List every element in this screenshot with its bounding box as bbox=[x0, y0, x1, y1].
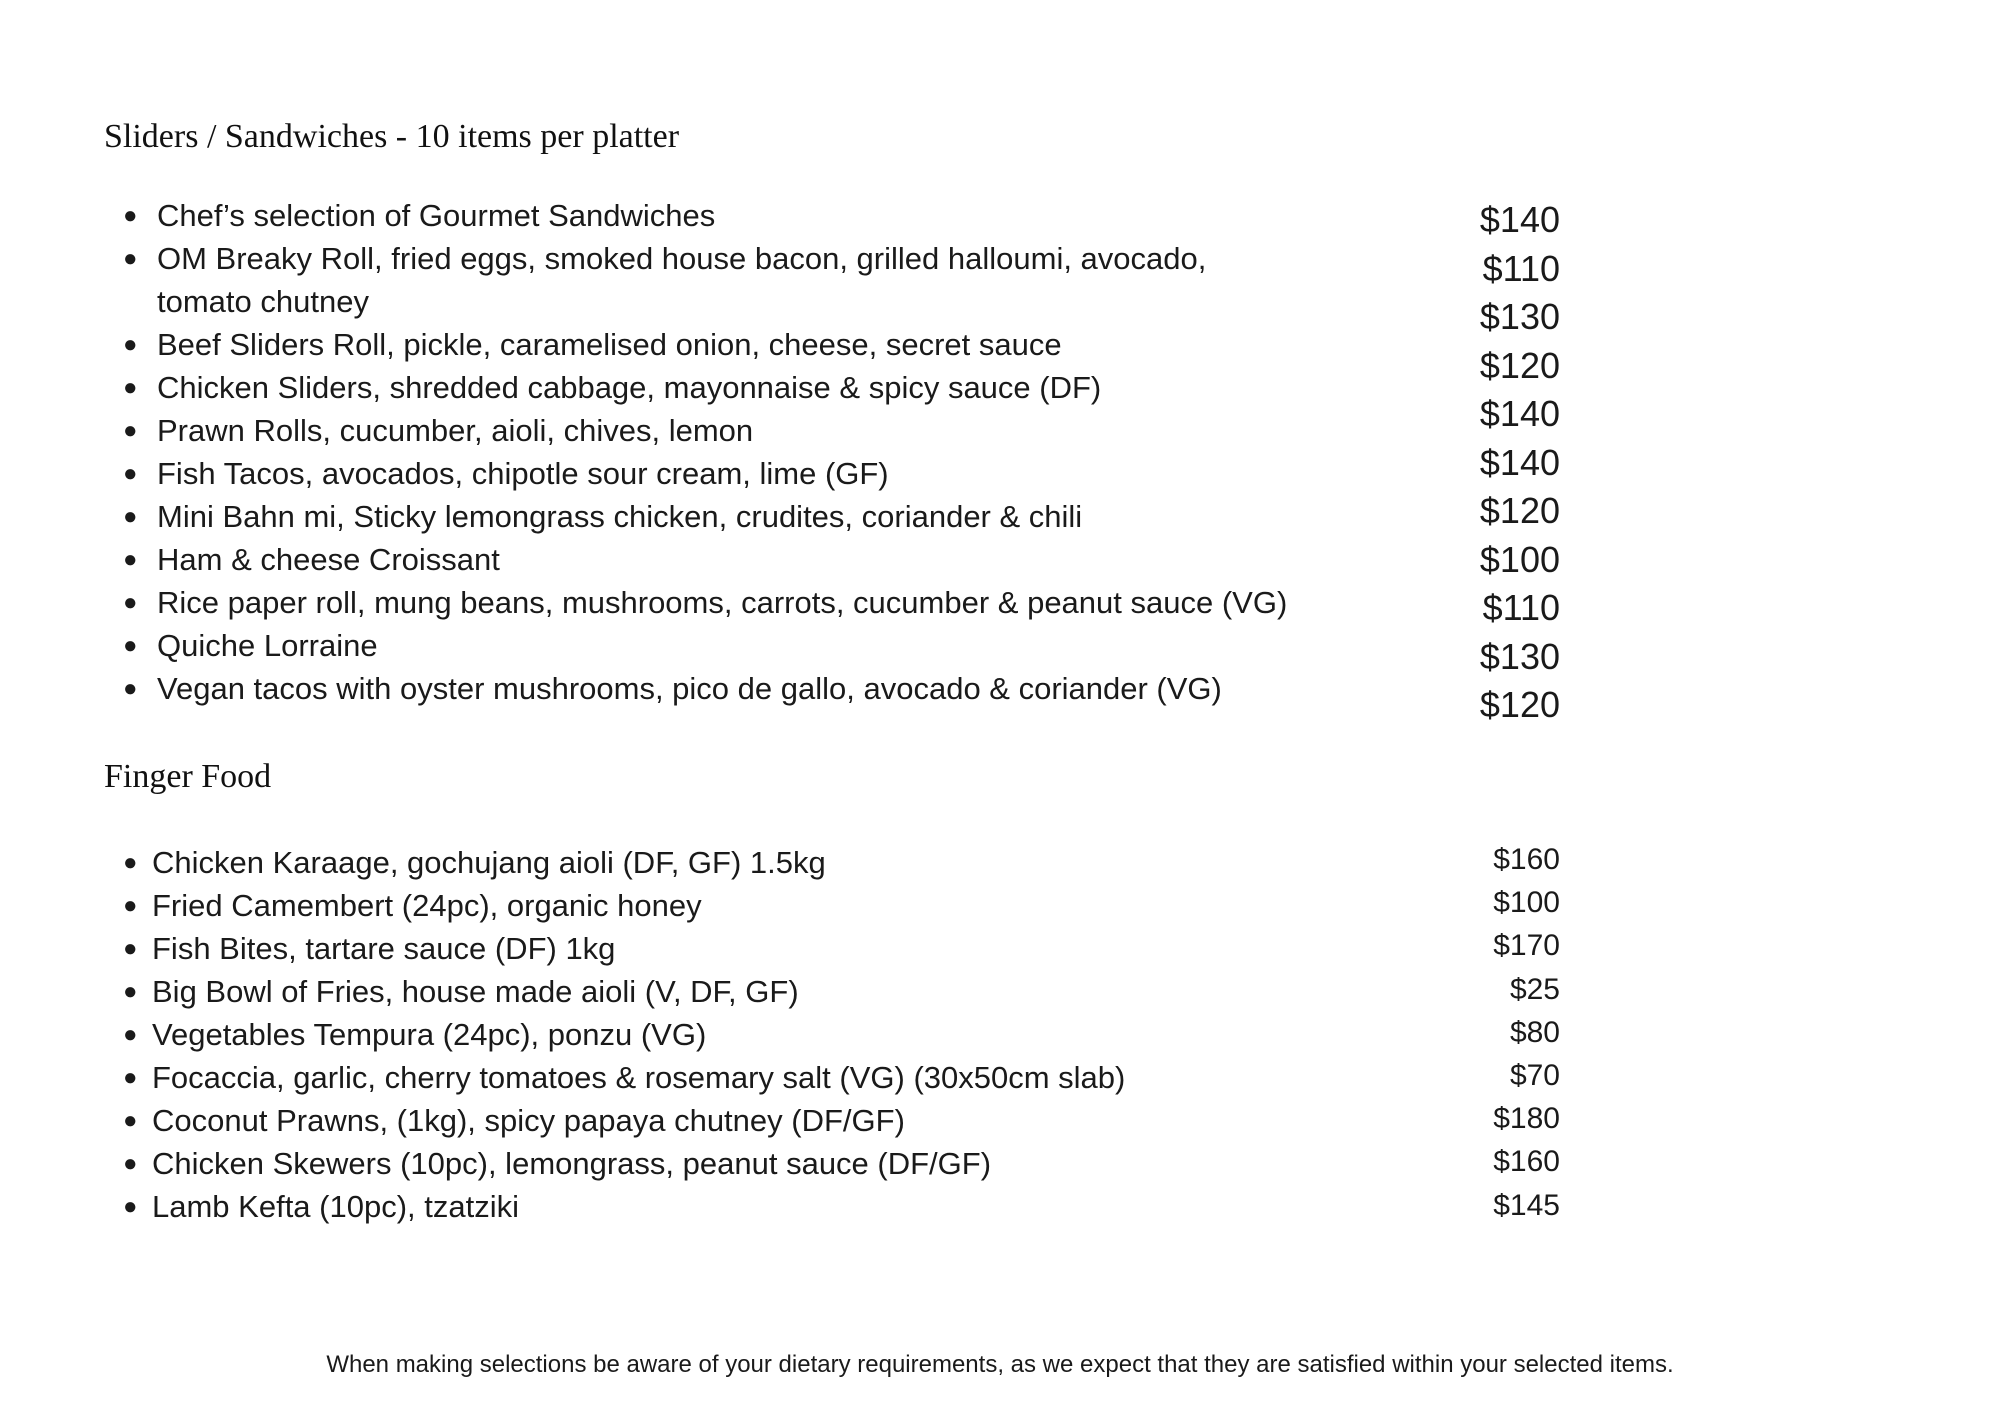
bullet-icon: ● bbox=[123, 1150, 138, 1177]
list-item bbox=[123, 538, 1287, 581]
price: $160 bbox=[1493, 1145, 1560, 1179]
item-text: Chicken Skewers (10pc), lemongrass, peanut sauce (DF/GF) bbox=[152, 1146, 992, 1181]
price: $140 bbox=[1479, 441, 1560, 483]
bullet-icon: ● bbox=[123, 331, 138, 358]
list-item bbox=[123, 841, 1125, 884]
bullet-icon: ● bbox=[123, 1107, 138, 1134]
bullet-icon: ● bbox=[123, 935, 138, 962]
list-item bbox=[123, 927, 1125, 970]
price: $25 bbox=[1509, 972, 1560, 1006]
price: $160 bbox=[1493, 843, 1560, 876]
list-item bbox=[123, 495, 1287, 538]
list-item bbox=[123, 1142, 1125, 1185]
item-text: Ham & cheese Croissant bbox=[157, 542, 500, 577]
price: $130 bbox=[1479, 635, 1560, 677]
price: $110 bbox=[1482, 247, 1560, 289]
list-item bbox=[123, 884, 1125, 927]
list-item bbox=[123, 581, 1288, 624]
bullet-icon: ● bbox=[123, 978, 138, 1005]
list-item bbox=[123, 452, 1287, 495]
item-text: Prawn Rolls, cucumber, aioli, chives, lemon bbox=[157, 413, 754, 448]
item-text: Big Bowl of Fries, house made aioli (V, DF, GF) bbox=[152, 974, 799, 1009]
bullet-icon: ● bbox=[123, 374, 138, 401]
item-text: Fried Camembert (24pc), organic honey bbox=[152, 888, 702, 923]
item-text: Quiche Lorraine bbox=[157, 628, 378, 663]
list-item-continuation bbox=[157, 280, 1287, 323]
list-item bbox=[123, 667, 1287, 710]
item-text: Chef’s selection of Gourmet Sandwiches bbox=[157, 198, 716, 233]
price: $140 bbox=[1479, 199, 1560, 240]
item-text: Chicken Sliders, shredded cabbage, mayonnaise & spicy sauce (DF) bbox=[157, 370, 1102, 405]
bullet-icon: ● bbox=[123, 675, 138, 702]
section-heading-finger-food: Finger Food bbox=[104, 758, 272, 795]
item-text: Rice paper roll, mung beans, mushrooms, carrots, cucumber & peanut sauce (VG) bbox=[157, 585, 1288, 620]
price: $100 bbox=[1479, 538, 1560, 580]
bullet-icon: ● bbox=[123, 892, 138, 919]
item-text: Vegan tacos with oyster mushrooms, pico de gallo, avocado & coriander (VG) bbox=[157, 671, 1222, 706]
bullet-icon: ● bbox=[123, 460, 138, 487]
list-item bbox=[123, 1013, 1125, 1056]
price: $120 bbox=[1479, 344, 1560, 386]
price: $80 bbox=[1509, 1015, 1560, 1049]
list-item bbox=[123, 1099, 1125, 1142]
item-text: Beef Sliders Roll, pickle, caramelised onion, cheese, secret sauce bbox=[157, 327, 1062, 362]
price: $100 bbox=[1493, 886, 1560, 920]
item-text: Fish Tacos, avocados, chipotle sour cream, lime (GF) bbox=[157, 456, 889, 491]
sliders-price-column bbox=[1480, 196, 1560, 730]
list-item bbox=[123, 970, 1125, 1013]
price: $70 bbox=[1509, 1059, 1560, 1093]
item-text: Focaccia, garlic, cherry tomatoes & rosemary salt (VG) (30x50cm slab) bbox=[152, 1060, 1126, 1095]
price: $180 bbox=[1493, 1102, 1560, 1136]
list-item bbox=[123, 1185, 1125, 1228]
dietary-footer-note: When making selections be aware of your dietary requirements, as we expect that they are satisfied within your selected items. bbox=[326, 1351, 1674, 1378]
price: $120 bbox=[1479, 490, 1560, 531]
item-text: Coconut Prawns, (1kg), spicy papaya chutney (DF/GF) bbox=[152, 1103, 905, 1138]
bullet-icon: ● bbox=[123, 546, 138, 573]
item-text: Lamb Kefta (10pc), tzatziki bbox=[152, 1189, 519, 1224]
list-item bbox=[123, 366, 1287, 409]
price: $140 bbox=[1479, 393, 1560, 434]
item-text: Vegetables Tempura (24pc), ponzu (VG) bbox=[152, 1017, 707, 1052]
price: $170 bbox=[1493, 929, 1560, 963]
list-item bbox=[123, 237, 1287, 280]
item-text: Mini Bahn mi, Sticky lemongrass chicken, crudites, coriander & chili bbox=[157, 499, 1083, 534]
list-item bbox=[123, 409, 1287, 452]
bullet-icon: ● bbox=[123, 503, 138, 530]
finger-food-item-list bbox=[123, 841, 1126, 1228]
item-text: Chicken Karaage, gochujang aioli (DF, GF) 1.5kg bbox=[152, 845, 826, 880]
bullet-icon: ● bbox=[123, 245, 138, 272]
price: $110 bbox=[1482, 587, 1560, 628]
price: $120 bbox=[1479, 684, 1560, 725]
bullet-icon: ● bbox=[123, 589, 138, 616]
bullet-icon: ● bbox=[123, 1064, 138, 1091]
sliders-item-list bbox=[123, 194, 1288, 710]
price: $130 bbox=[1479, 296, 1560, 337]
item-text: OM Breaky Roll, fried eggs, smoked house bacon, grilled halloumi, avocado, bbox=[157, 241, 1207, 276]
list-item bbox=[123, 323, 1287, 366]
item-text: Fish Bites, tartare sauce (DF) 1kg bbox=[152, 931, 616, 966]
bullet-icon: ● bbox=[123, 1193, 138, 1220]
bullet-icon: ● bbox=[123, 632, 138, 659]
bullet-icon: ● bbox=[123, 417, 138, 444]
section-heading-sliders: Sliders / Sandwiches - 10 items per platter bbox=[104, 118, 680, 155]
list-item bbox=[123, 194, 1287, 237]
price: $145 bbox=[1493, 1188, 1560, 1222]
bullet-icon: ● bbox=[123, 202, 138, 229]
bullet-icon: ● bbox=[123, 849, 138, 876]
bullet-icon: ● bbox=[123, 1021, 138, 1048]
finger-food-price-column bbox=[1493, 838, 1560, 1227]
list-item bbox=[123, 1056, 1126, 1099]
list-item bbox=[123, 624, 1287, 667]
item-text: tomato chutney bbox=[157, 284, 369, 319]
